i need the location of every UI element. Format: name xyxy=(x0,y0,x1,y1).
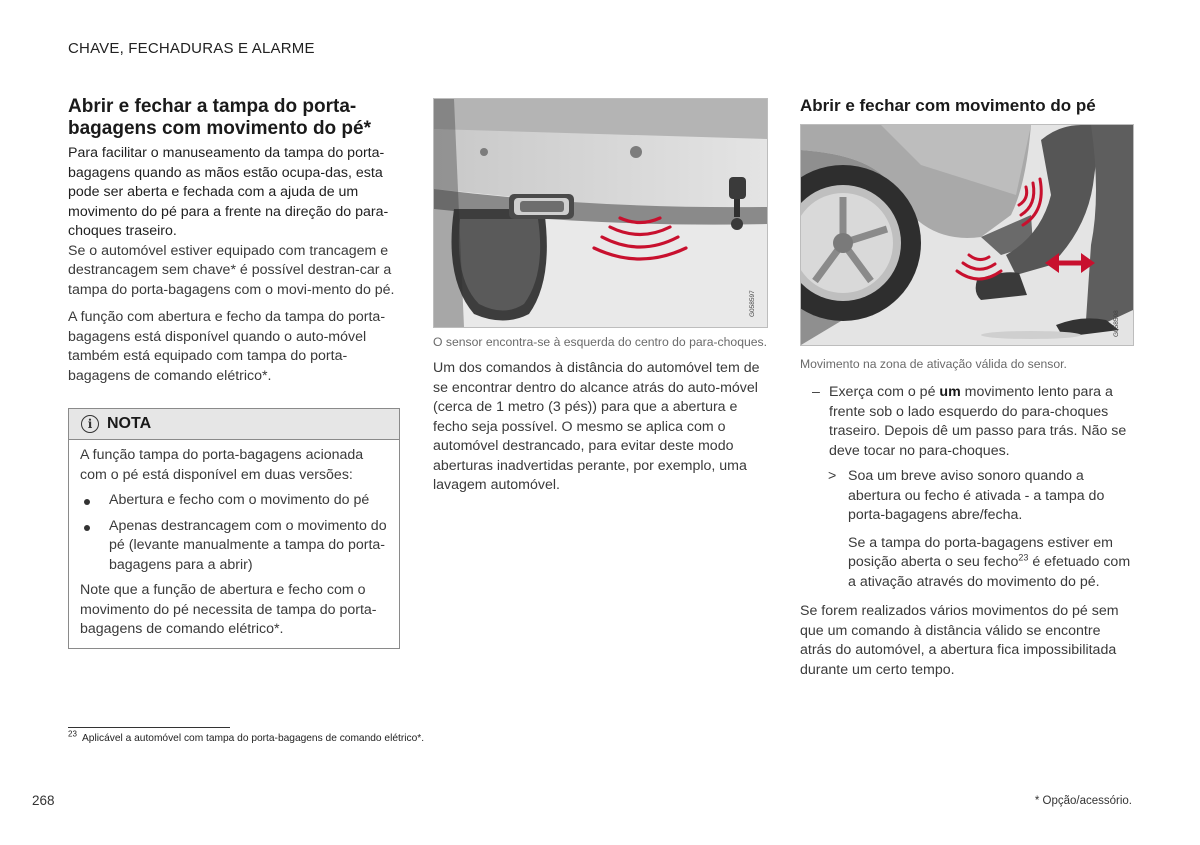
note-text: A função tampa do porta-bagagens acionada com o pé está disponível em duas versões: xyxy=(80,447,364,483)
column-left xyxy=(68,96,400,649)
footnote: $^{23}$ Aplicável a automóvel com tampa do porta-bagagens de comando elétrico*. xyxy=(68,729,425,744)
note-box xyxy=(68,408,400,649)
step-result: > Soa um breve aviso sonoro quando a abertura ou fecho é ativada - a tampa do porta-bagagens abre/fecha. xyxy=(828,468,1105,523)
column-middle xyxy=(433,98,768,496)
figure-code: G058597 xyxy=(749,290,756,317)
sensor-location-figure xyxy=(433,98,768,328)
subsection-title: Abrir e fechar com movimento do pé xyxy=(800,96,1096,115)
instruction-steps xyxy=(800,383,1134,592)
note-label: NOTA xyxy=(107,415,152,432)
dash-marker: – xyxy=(812,384,820,400)
note-header xyxy=(69,409,399,440)
figure-code: G058598 xyxy=(1113,310,1120,337)
page-header: CHAVE, FECHADURAS E ALARME xyxy=(68,40,315,57)
availability-paragraph: A função com abertura e fecho da tampa do porta-bagagens está disponível quando o auto-móvel também está equipado com tampa do porta-bagagens de comando elétrico*. xyxy=(68,309,386,384)
bullet-icon xyxy=(84,499,90,505)
lockout-paragraph: Se forem realizados vários movimentos do pé sem que um comando à distância válido se encontre atrás do automóvel, a abertura fica impossibilitada durante um certo tempo. xyxy=(800,603,1119,678)
step-result-2: Se a tampa do porta-bagagens estiver em posição aberta o seu fecho$^{23}$ é efetuado com a ativação através do movimento do pé. xyxy=(848,534,1131,590)
result-marker: > xyxy=(828,468,837,484)
list-item: Abertura e fecho com o movimento do pé xyxy=(80,491,387,511)
column-right xyxy=(800,96,1134,680)
bullet-icon xyxy=(84,525,90,531)
list-item: Apenas destrancagem com o movimento do pé (levante manualmente a tampa do porta-bagagens para a abrir) xyxy=(80,517,387,576)
note-text-2: Note que a função de abertura e fecho com o movimento do pé necessita de tampa do porta-bagagens de comando elétrico*. xyxy=(80,582,377,637)
remote-range-paragraph: Um dos comandos à distância do automóvel tem de se encontrar dentro do alcance atrás do auto-móvel (cerca de 1 metro (3 pés)) para que a abertura e fecho seja possível. O mesmo se aplica com o automóvel destrancado, para evitar deste modo aberturas inadvertidas perante, por exemplo, uma lavagem automóvel. xyxy=(433,360,760,493)
figure-caption: Movimento na zona de ativação válida do sensor. xyxy=(800,357,1067,371)
info-icon: i xyxy=(81,415,99,433)
option-legend: * Opção/acessório. xyxy=(1034,795,1132,807)
foot-movement-illustration xyxy=(801,125,1133,345)
intro-paragraph: Para facilitar o manuseamento da tampa do porta-bagagens quando as mãos estão ocupa-das, esta pode ser aberta e fechada com a ajuda de um movimento do pé para a frente na direção do para-choques traseiro. xyxy=(68,145,389,239)
page-number: 268 xyxy=(32,793,55,808)
instruction-step: – Exerça com o pé um movimento lento para a frente sob o lado esquerdo do para-choques traseiro. Depois dê um passo para trás. Não se deve tocar no para-choques. xyxy=(812,384,1127,459)
footnote-divider xyxy=(68,727,230,728)
note-body xyxy=(69,440,399,648)
keyless-paragraph: Se o automóvel estiver equipado com trancagem e destrancagem sem chave* é possível destran-car a tampa do porta-bagagens com o movi-mento do pé. xyxy=(68,242,395,298)
footnote-ref: 23 xyxy=(1018,552,1029,563)
note-bullets xyxy=(80,491,387,575)
foot-movement-figure xyxy=(800,124,1134,346)
section-title: Abrir e fechar a tampa do porta-bagagens com movimento do pé* xyxy=(68,96,371,139)
bumper-sensor-illustration xyxy=(434,99,767,327)
figure-caption: O sensor encontra-se à esquerda do centro do para-choques. xyxy=(433,335,768,349)
